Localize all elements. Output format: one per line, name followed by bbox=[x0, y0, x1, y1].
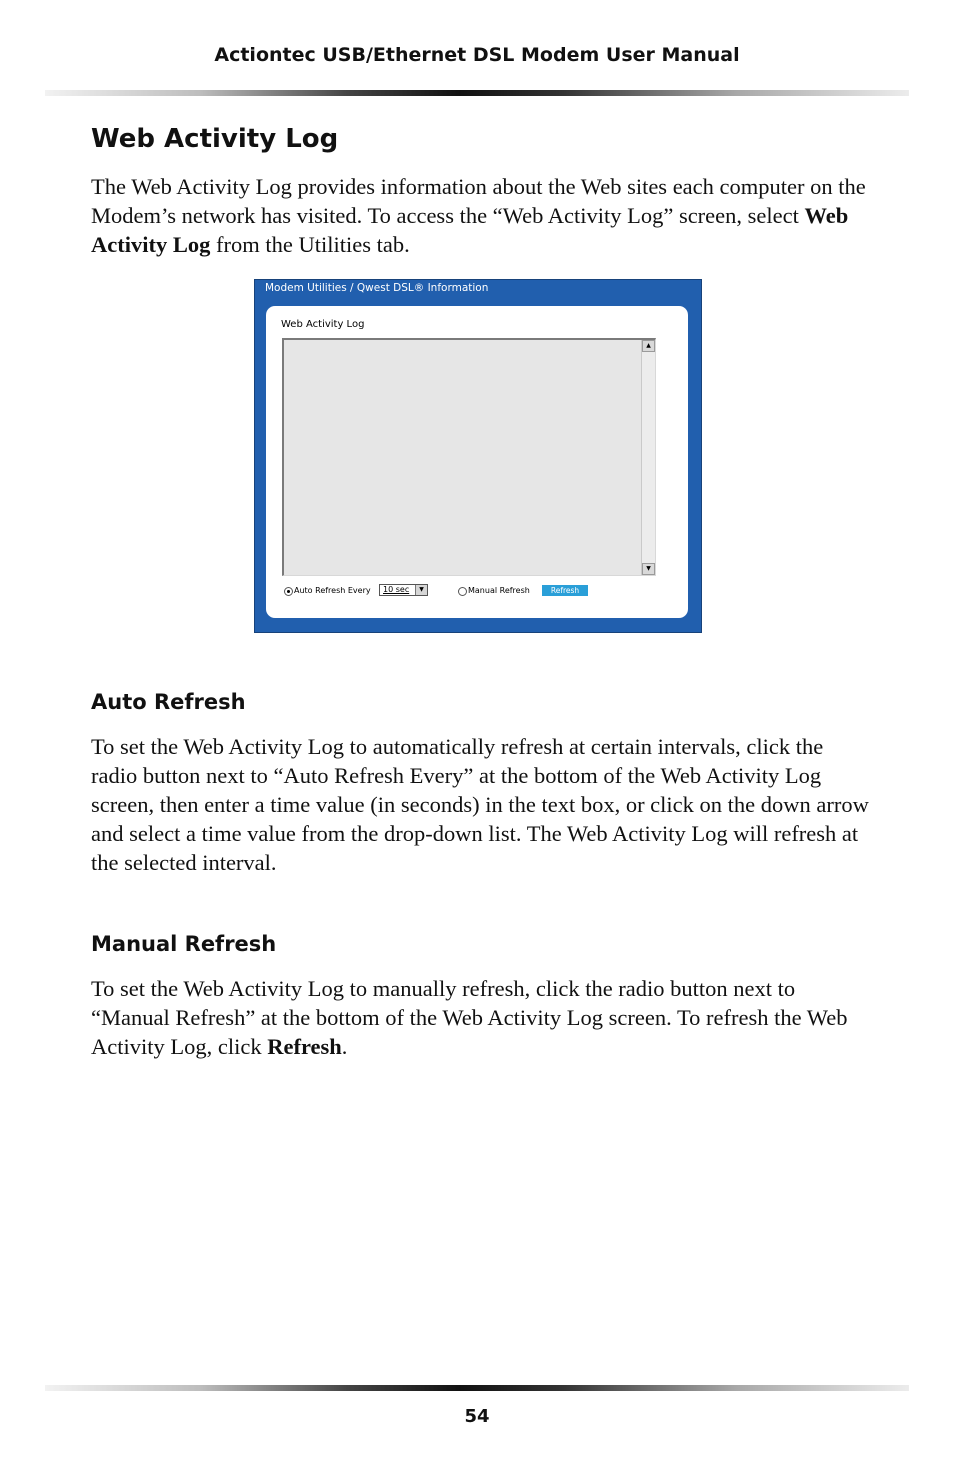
manual-bold-term: Refresh bbox=[267, 1034, 342, 1059]
manual-text-end: . bbox=[341, 1034, 348, 1059]
section-heading: Web Activity Log bbox=[91, 124, 339, 154]
scroll-up-icon[interactable]: ▲ bbox=[642, 340, 655, 352]
refresh-interval-select[interactable] bbox=[379, 584, 428, 596]
page-number: 54 bbox=[464, 1406, 490, 1427]
manual-refresh-paragraph bbox=[91, 974, 871, 1061]
footer-rule bbox=[45, 1385, 909, 1391]
panel-title: Web Activity Log bbox=[281, 319, 365, 330]
intro-text-end: from the Utilities tab. bbox=[210, 232, 410, 257]
intro-bold-term: Web Activity Log bbox=[91, 203, 849, 257]
scroll-down-icon[interactable]: ▼ bbox=[642, 563, 655, 575]
refresh-button[interactable]: Refresh bbox=[542, 585, 588, 596]
log-scrollbar[interactable] bbox=[641, 340, 655, 575]
refresh-interval-value: 10 sec bbox=[383, 585, 410, 594]
auto-refresh-heading: Auto Refresh bbox=[91, 690, 246, 714]
auto-refresh-paragraph: To set the Web Activity Log to automatically refresh at certain intervals, click the radio button next to “Auto Refresh Every” at the bottom of the Web Activity Log screen, then enter a time value (in seconds) in the text box, or click on the down arrow and select a time value from the drop-down list. The Web Activity Log will refresh at the selected interval. bbox=[91, 734, 869, 875]
auto-refresh-label: Auto Refresh Every bbox=[294, 586, 371, 595]
screenshot-breadcrumb: Modem Utilities / Qwest DSL® Information bbox=[265, 282, 489, 294]
intro-text-start: The Web Activity Log provides information about the Web sites each computer on the Modem’s network has visited. To access the “Web Activity Log” screen, select bbox=[91, 174, 866, 228]
manual-refresh-heading: Manual Refresh bbox=[91, 932, 277, 956]
chevron-down-icon[interactable]: ▼ bbox=[415, 585, 427, 595]
auto-refresh-radio[interactable] bbox=[284, 587, 293, 596]
web-activity-log-screenshot bbox=[254, 279, 702, 633]
manual-refresh-radio[interactable] bbox=[458, 587, 467, 596]
running-header: Actiontec USB/Ethernet DSL Modem User Manual bbox=[214, 44, 740, 66]
web-activity-log-panel bbox=[266, 306, 688, 618]
refresh-controls bbox=[281, 584, 681, 600]
log-textarea[interactable] bbox=[282, 338, 656, 576]
header-rule bbox=[45, 90, 909, 96]
manual-refresh-label: Manual Refresh bbox=[468, 586, 530, 595]
intro-paragraph bbox=[91, 172, 871, 259]
manual-text-start: To set the Web Activity Log to manually refresh, click the radio button next to “Manual Refresh” at the bottom of the Web Activity Log screen. To refresh the Web Activity Log, click bbox=[91, 976, 848, 1059]
